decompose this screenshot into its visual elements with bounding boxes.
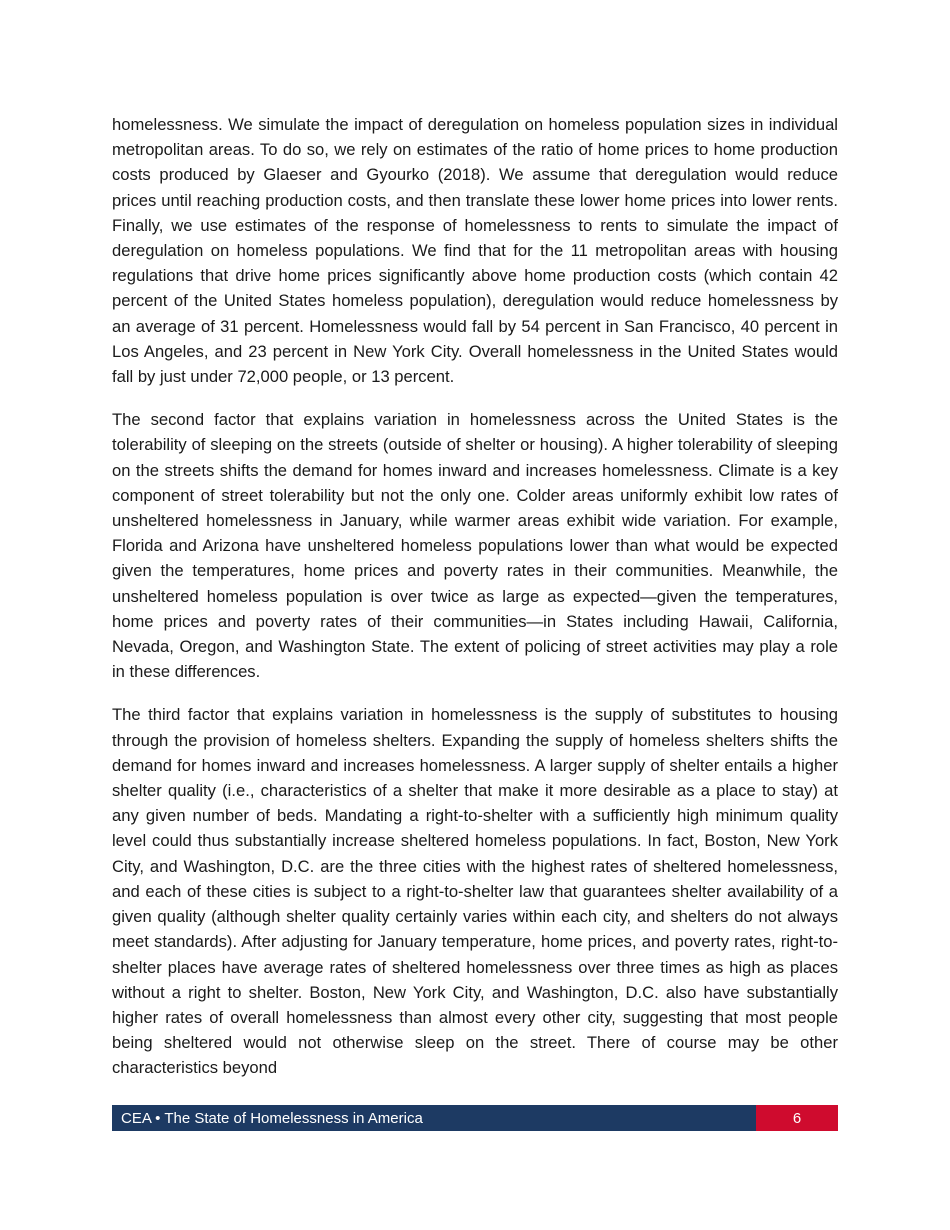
- body-paragraph-3: The third factor that explains variation in homelessness is the supply of substitutes to housing through the provision of homeless shelters. Expanding the supply of homeless shelters shifts the demand for homes inward and increases homelessness. A larger supply of shelter entails a higher shelter quality (i.e., characteristics of a shelter that make it more desirable as a place to stay) at any given number of beds. Mandating a right-to-shelter with a sufficiently high minimum quality level could thus substantially increase sheltered homeless populations. In fact, Boston, New York City, and Washington, D.C. are the three cities with the highest rates of sheltered homelessness, and each of these cities is subject to a right-to-shelter law that guarantees shelter availability of a given quality (although shelter quality certainly varies within each city, and shelters do not always meet standards). After adjusting for January temperature, home prices, and poverty rates, right-to-shelter places have average rates of sheltered homelessness over three times as high as places without a right to shelter. Boston, New York City, and Washington, D.C. also have substantially higher rates of overall homelessness than almost every other city, suggesting that most people being sheltered would not otherwise sleep on the street. There of course may be other characteristics beyond: [112, 705, 838, 1078]
- page-body: [112, 112, 838, 1099]
- page-footer: [112, 1105, 838, 1131]
- footer-title: CEA • The State of Homelessness in America: [112, 1105, 756, 1131]
- body-paragraph-1: homelessness. We simulate the impact of deregulation on homeless population sizes in individual metropolitan areas. To do so, we rely on estimates of the ratio of home prices to home production costs produced by Glaeser and Gyourko (2018). We assume that deregulation would reduce prices until reaching production costs, and then translate these lower home prices into lower rents. Finally, we use estimates of the response of homelessness to rents to simulate the impact of deregulation on homeless populations. We find that for the 11 metropolitan areas with housing regulations that drive home prices significantly above home production costs (which contain 42 percent of the United States homeless population), deregulation would reduce homelessness by an average of 31 percent. Homelessness would fall by 54 percent in San Francisco, 40 percent in Los Angeles, and 23 percent in New York City. Overall homelessness in the United States would fall by just under 72,000 people, or 13 percent.: [112, 115, 838, 387]
- page-number: 6: [756, 1105, 838, 1131]
- body-paragraph-2: The second factor that explains variation in homelessness across the United States is the tolerability of sleeping on the streets (outside of shelter or housing). A higher tolerability of sleeping on the streets shifts the demand for homes inward and increases homelessness. Climate is a key component of street tolerability but not the only one. Colder areas uniformly exhibit low rates of unsheltered homelessness in January, while warmer areas exhibit wide variation. For example, Florida and Arizona have unsheltered homeless populations lower than what would be expected given the temperatures, home prices and poverty rates in their communities. Meanwhile, the unsheltered homeless population is over twice as large as expected—given the temperatures, home prices and poverty rates of their communities—in States including Hawaii, California, Nevada, Oregon, and Washington State. The extent of policing of street activities may play a role in these differences.: [112, 410, 838, 682]
